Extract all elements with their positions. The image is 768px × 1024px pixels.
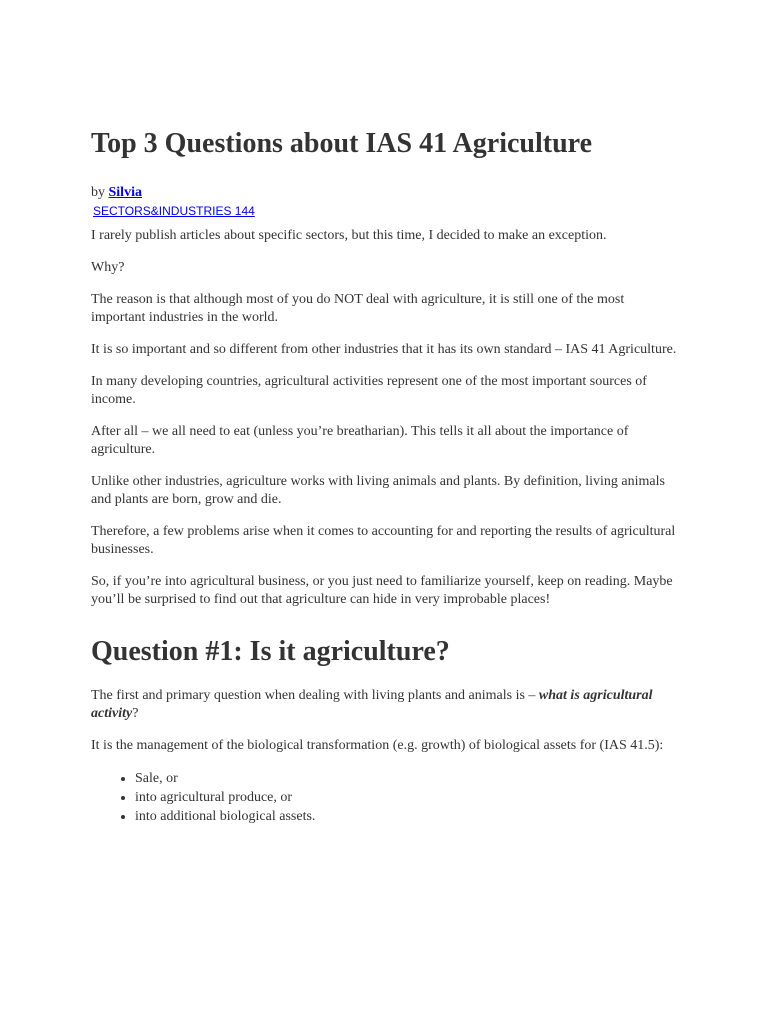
intro-end: ? bbox=[132, 706, 139, 721]
section-heading: Question #1: Is it agriculture? bbox=[91, 636, 450, 667]
byline bbox=[91, 184, 681, 202]
author-link[interactable]: Silvia bbox=[108, 185, 142, 200]
article bbox=[91, 126, 681, 826]
paragraph: So, if you’re into agricultural business, or you just need to familiarize yourself, keep on reading. Maybe you’ll be surprised to find out that agriculture can hide in very improbable places! bbox=[91, 574, 673, 607]
section-intro bbox=[91, 687, 681, 723]
paragraph: After all – we all need to eat (unless you’re breatharian). This tells it all about the importance of agriculture. bbox=[91, 424, 629, 457]
bullet-list bbox=[91, 769, 681, 826]
definition-paragraph: It is the management of the biological transformation (e.g. growth) of biological assets for (IAS 41.5): bbox=[91, 738, 664, 753]
article-title: Top 3 Questions about IAS 41 Agriculture bbox=[91, 128, 592, 159]
list-item: • into additional biological assets. bbox=[135, 807, 681, 826]
paragraph: In many developing countries, agricultural activities represent one of the most important sources of income. bbox=[91, 374, 647, 407]
list-item: • into agricultural produce, or bbox=[135, 788, 681, 807]
paragraph: Therefore, a few problems arise when it comes to accounting for and reporting the results of agricultural businesses. bbox=[91, 524, 676, 557]
paragraph: Unlike other industries, agriculture works with living animals and plants. By definition, living animals and plants are born, grow and die. bbox=[91, 474, 665, 507]
intro-emphasis-b: agricultural activity bbox=[91, 688, 653, 721]
list-item: • Sale, or bbox=[135, 769, 681, 788]
byline-prefix: by bbox=[91, 185, 109, 200]
category-link[interactable]: SECTORS&INDUSTRIES 144 bbox=[93, 204, 255, 218]
paragraph: The reason is that although most of you do NOT deal with agriculture, it is still one of the most important industries in the world. bbox=[91, 292, 625, 325]
paragraph: It is so important and so different from other industries that it has its own standard – IAS 41 Agriculture. bbox=[91, 342, 677, 357]
paragraph: Why? bbox=[91, 260, 125, 275]
category-tag bbox=[93, 203, 681, 219]
intro-emphasis-a: what is bbox=[538, 688, 580, 703]
intro-text: The first and primary question when dealing with living plants and animals is – bbox=[91, 688, 539, 703]
paragraph: I rarely publish articles about specific sectors, but this time, I decided to make an exception. bbox=[91, 228, 607, 243]
